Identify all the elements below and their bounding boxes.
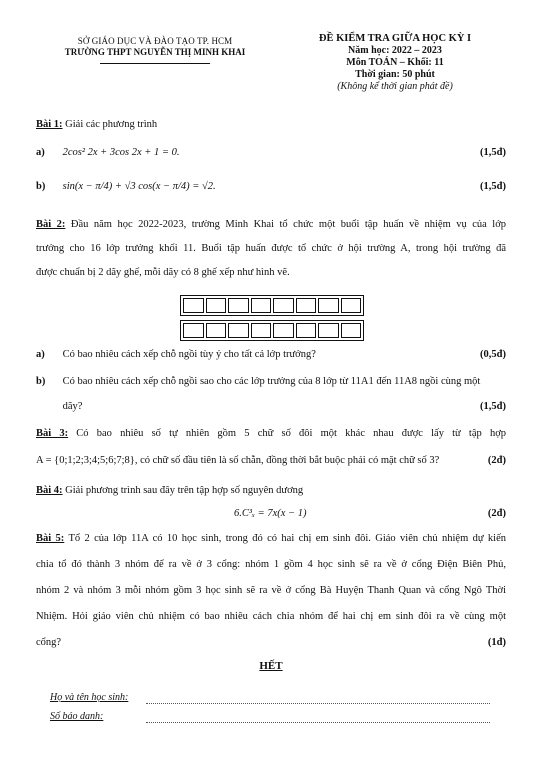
- bai2-b-cont: [36, 400, 506, 413]
- bai5-line3: nhóm 2 và nhóm 3 mỗi nhóm gồm 3 học sinh sẽ ra về ở cổng Bà Huyện Thanh Quan và cổng Ngô Thời: [36, 585, 506, 596]
- student-name-dots: [146, 703, 490, 704]
- header-rule: [100, 63, 210, 64]
- student-id-field: [50, 711, 490, 725]
- school-header: [40, 36, 270, 64]
- seat: [273, 298, 294, 313]
- seat: [296, 298, 317, 313]
- bai1-title: Bài 1:: [36, 119, 63, 130]
- seat: [228, 323, 249, 338]
- seat: [183, 298, 204, 313]
- bai1-a: [36, 146, 506, 159]
- student-id-dots: [146, 722, 490, 723]
- bai1-heading: [36, 118, 506, 131]
- bai2-a-text: Có bao nhiêu cách xếp chỗ ngồi tùy ý cho tất cả lớp trưởng?: [62, 349, 316, 360]
- seat-row-1: [180, 295, 364, 316]
- bai4-points: (2đ): [487, 508, 506, 519]
- school-year: Năm học: 2022 – 2023: [348, 45, 442, 56]
- bai1-a-label: a): [36, 147, 45, 158]
- bai2-b-text-2: dãy?: [62, 401, 83, 412]
- bai2-line2: trưởng cho 16 lớp trưởng khối 11. Buổi tập huấn được tổ chức ở hội trường A, trong hội trường đã: [36, 243, 506, 254]
- bai5-line2: chia tổ đó thành 3 nhóm để ra về ở 3 cổng: nhóm 1 gồm 4 học sinh sẽ ra về ở cổng Điện Biên Phủ,: [36, 559, 506, 570]
- bai2-a-label: a): [36, 349, 45, 360]
- bai2-a-points: (0,5đ): [480, 349, 506, 360]
- student-id-label: Số báo danh:: [50, 711, 104, 722]
- bai3-line1: [36, 427, 506, 440]
- exam-time: Thời gian: 50 phút: [355, 69, 435, 80]
- bai5-line5: [36, 636, 506, 649]
- bai1-a-equation: 2cos² 2x + 3cos 2x + 1 = 0.: [62, 147, 180, 158]
- seat: [206, 298, 227, 313]
- end-marker: HẾT: [259, 660, 283, 672]
- bai5-points: (1đ): [487, 637, 506, 648]
- bai2-line3: được chuẩn bị 2 dãy ghế, mỗi dãy có 8 ghế xếp như hình vẽ.: [36, 267, 290, 278]
- bai2-line1: [36, 218, 506, 231]
- bai2-text-1: Đầu năm học 2022-2023, trường Minh Khai tổ chức một buổi tập huấn về nhiệm vụ của lớp: [70, 219, 506, 230]
- bai3-title: Bài 3:: [36, 428, 69, 439]
- bai3-points: (2đ): [487, 455, 506, 466]
- bai5-line4: Nhiệm. Hỏi giáo viên chủ nhiệm có bao nhiêu cách chia nhóm để hai chị em sinh đôi ra về cùng một: [36, 611, 506, 622]
- seat: [251, 323, 272, 338]
- bai4-heading: [36, 484, 506, 497]
- bai2-b-points: (1,5đ): [480, 401, 506, 412]
- bai5-text-5: cổng?: [36, 637, 62, 648]
- seat: [273, 323, 294, 338]
- bai2-title: Bài 2:: [36, 219, 66, 230]
- bai4-title: Bài 4:: [36, 485, 63, 496]
- subject: Môn TOÁN – Khối: 11: [346, 57, 444, 68]
- exam-header: [285, 33, 505, 93]
- bai2-b-label: b): [36, 376, 46, 387]
- seat: [318, 323, 339, 338]
- seat: [318, 298, 339, 313]
- seat-row-2: [180, 320, 364, 341]
- seat: [341, 323, 362, 338]
- bai5-text-1: Tổ 2 của lớp 11A có 10 học sinh, trong đó có hai chị em sinh đôi. Giáo viên chủ nhiệm dự kiến: [68, 533, 506, 544]
- bai4-equation: 6.C³ₓ = 7x(x − 1): [234, 508, 307, 519]
- seat: [251, 298, 272, 313]
- bai2-a: [36, 348, 506, 361]
- bai1-b-points: (1,5đ): [480, 181, 506, 192]
- seat: [228, 298, 249, 313]
- bai1-b: [36, 180, 506, 193]
- school-name: TRƯỜNG THPT NGUYỄN THỊ MINH KHAI: [64, 47, 246, 57]
- bai2-b-text-1: Có bao nhiêu cách xếp chỗ ngồi sao cho các lớp trưởng của 8 lớp từ 11A1 đến 11A8 ngồi cùng một: [62, 376, 481, 387]
- bai3-text-2: A = {0;1;2;3;4;5;6;7;8}, có chữ số đầu tiên là số chẵn, đồng thời bắt buộc phải có mặt chữ số 3?: [36, 455, 440, 466]
- bai1-text: Giải các phương trình: [65, 119, 158, 130]
- bai5-line1: [36, 532, 506, 545]
- bai1-a-points: (1,5đ): [480, 147, 506, 158]
- bai4-text: Giải phương trình sau đây trên tập hợp số nguyên dương: [65, 485, 304, 496]
- exam-title: ĐỀ KIỂM TRA GIỮA HỌC KỲ I: [318, 33, 472, 44]
- student-name-label: Họ và tên học sinh:: [50, 692, 129, 703]
- department-name: SỞ GIÁO DỤC VÀ ĐÀO TẠO TP. HCM: [77, 36, 233, 46]
- seat: [206, 323, 227, 338]
- bai5-title: Bài 5:: [36, 533, 65, 544]
- bai3-text-1: Có bao nhiêu số tự nhiên gồm 5 chữ số đôi một khác nhau được lấy từ tập hợp: [76, 428, 506, 439]
- seat: [183, 323, 204, 338]
- bai1-b-label: b): [36, 181, 46, 192]
- time-note: (Không kể thời gian phát đề): [337, 81, 453, 92]
- bai1-b-equation: sin(x − π/4) + √3 cos(x − π/4) = √2.: [62, 181, 216, 192]
- bai2-b: [36, 375, 506, 388]
- student-name-field: [50, 692, 490, 706]
- seat: [296, 323, 317, 338]
- bai3-line2: [36, 454, 506, 467]
- seat: [341, 298, 362, 313]
